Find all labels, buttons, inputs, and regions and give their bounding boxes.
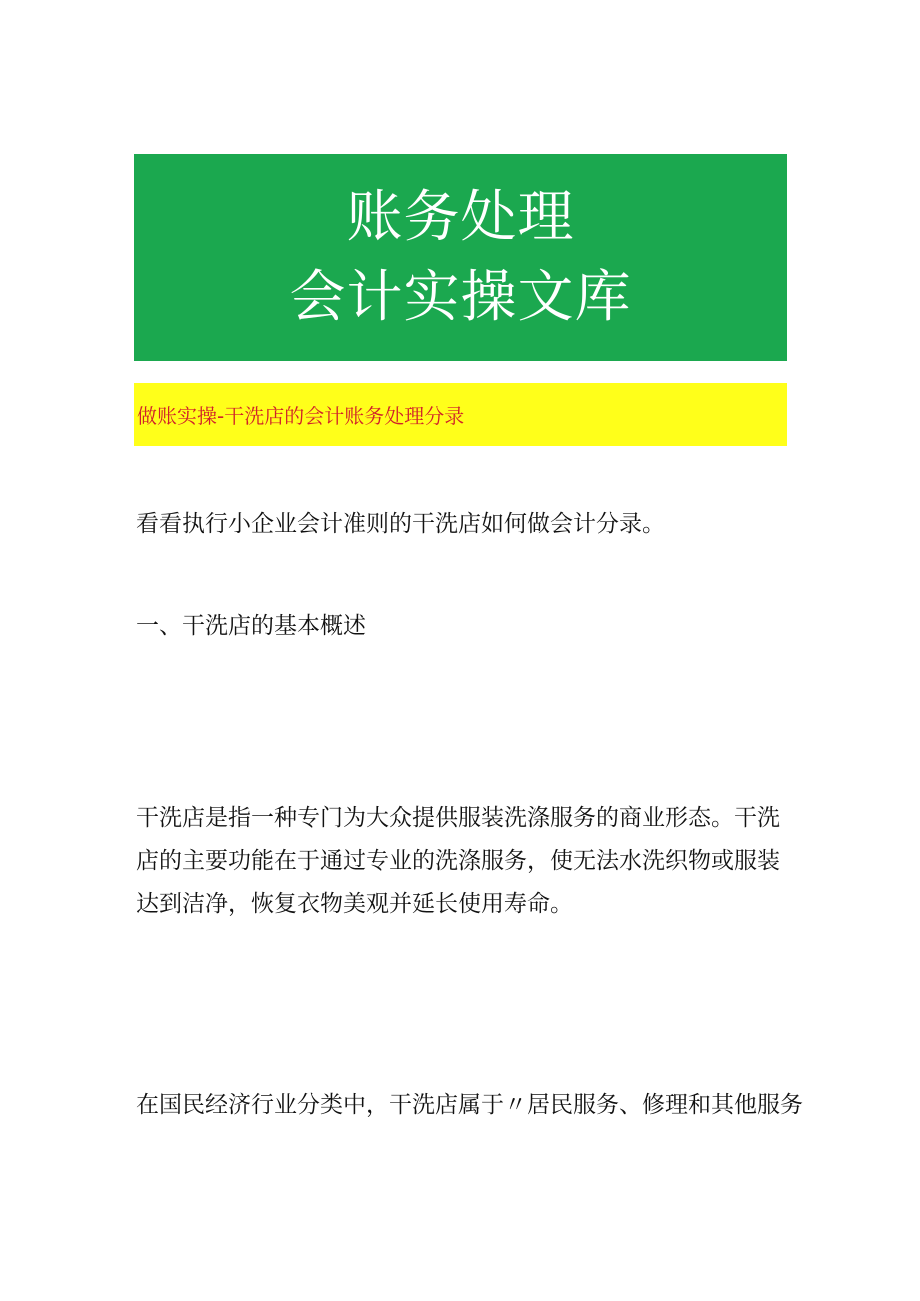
section-heading: 一、干洗店的基本概述 [136,613,366,639]
subtitle-bar [134,383,787,446]
banner-title-line2: 会计实操文库 [289,264,632,330]
intro-paragraph: 看看执行小企业会计准则的干洗店如何做会计分录。 [136,511,665,537]
document-subtitle: 做账实操-干洗店的会计账务处理分录 [137,404,465,428]
title-banner [134,154,787,361]
banner-title-line1: 账务处理 [346,184,575,250]
classification-paragraph: 在国民经济行业分类中，干洗店属于〃居民服务、修理和其他服务 [136,1092,803,1118]
description-paragraph: 干洗店是指一种专门为大众提供服装洗涤服务的商业形态。干洗店的主要功能在于通过专业的洗涤服务，使无法水洗织物或服装达到洁净，恢复衣物美观并延长使用寿命。 [136,805,780,917]
